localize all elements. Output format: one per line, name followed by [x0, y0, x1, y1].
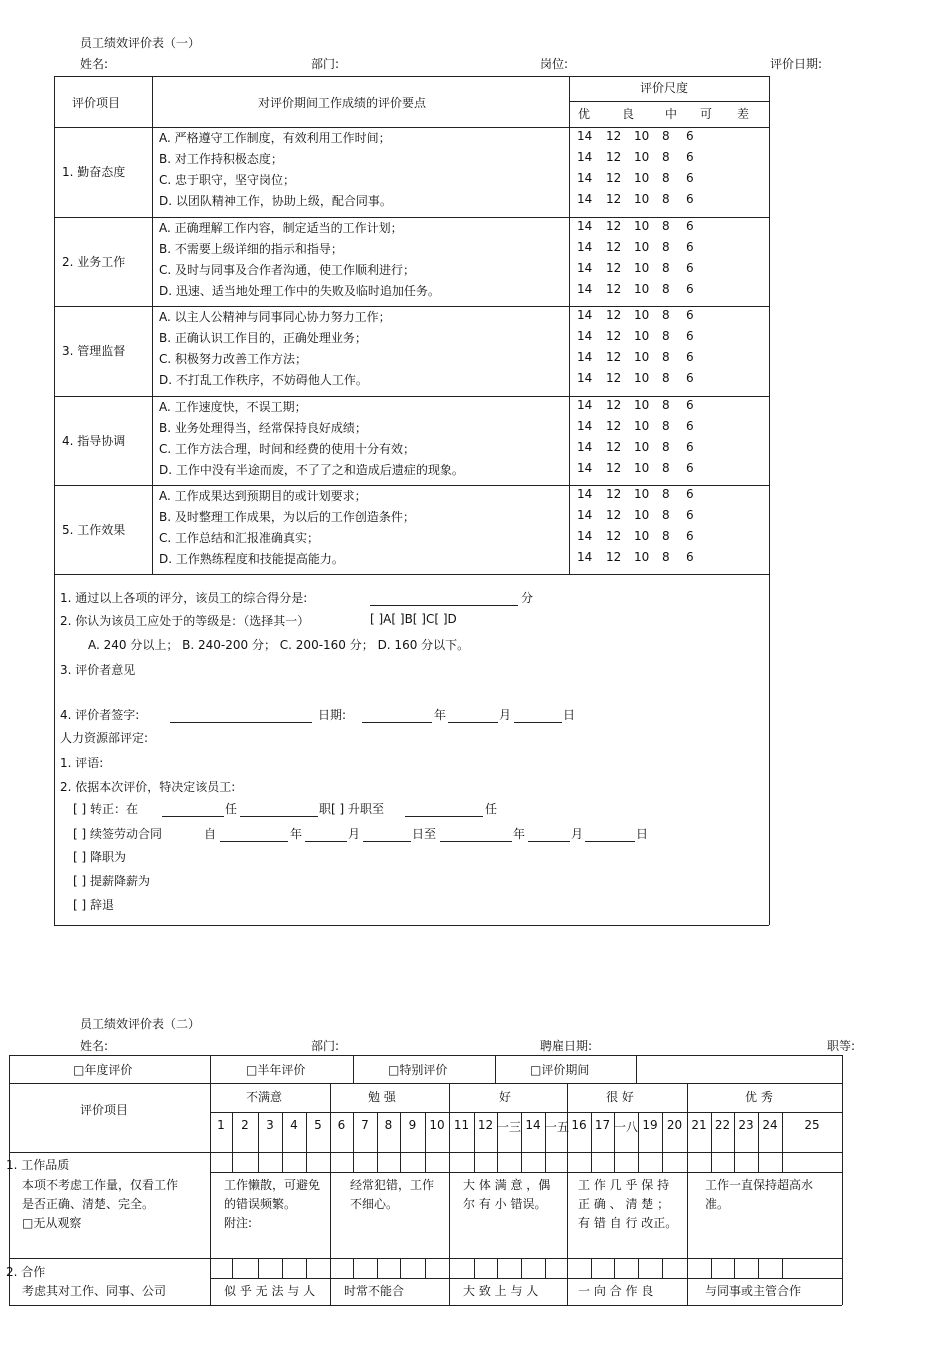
criterion-text: A. 以主人公精神与同事同心协力努力工作； [159, 310, 391, 324]
score-number: 14 [525, 1118, 541, 1132]
score-cell[interactable] [545, 1152, 567, 1172]
score-option[interactable]: 6 [686, 129, 694, 143]
score-number: 1 [217, 1118, 225, 1132]
option-demote[interactable]: [ ] 降职为 [73, 850, 126, 864]
score-option[interactable]: 14 [577, 371, 593, 385]
blank[interactable] [528, 841, 570, 842]
score-cell[interactable] [758, 1152, 782, 1172]
score-option[interactable]: 14 [577, 529, 593, 543]
form2-name-label: 姓名: [80, 1039, 109, 1053]
score-option[interactable]: 8 [662, 440, 670, 454]
hr-comment: 1. 评语: [60, 756, 104, 770]
score-option[interactable]: 12 [606, 371, 622, 385]
grade-label: 中 [665, 107, 678, 121]
score-option[interactable]: 8 [662, 219, 670, 233]
score-option[interactable]: 6 [686, 461, 694, 475]
score-option[interactable]: 8 [662, 371, 670, 385]
text: 任 [485, 802, 498, 816]
level-label: 很 好 [606, 1090, 634, 1104]
score-option[interactable]: 10 [634, 371, 650, 385]
score-number: 25 [804, 1118, 820, 1132]
score-cell[interactable] [734, 1152, 758, 1172]
form1-col-item: 评价项目 [72, 96, 121, 110]
grade-options[interactable]: [ ]A[ ]B[ ]C[ ]D [370, 612, 457, 626]
date-label: 日期: [318, 708, 347, 722]
score-option[interactable]: 10 [634, 192, 650, 206]
score-number: 10 [429, 1118, 445, 1132]
score-option[interactable]: 6 [686, 282, 694, 296]
score-option[interactable]: 6 [686, 350, 694, 364]
score-cell[interactable] [449, 1258, 474, 1278]
score-option[interactable]: 6 [686, 240, 694, 254]
form2-rank-label: 职等: [827, 1039, 856, 1053]
grade-label: 差 [737, 107, 750, 121]
evaluator-opinion: 3. 评价者意见 [60, 663, 136, 677]
score-option[interactable]: 10 [634, 529, 650, 543]
criterion-text: C. 工作总结和汇报准确真实； [159, 531, 320, 545]
score-option[interactable]: 14 [577, 398, 593, 412]
score-number: 一五 [545, 1120, 570, 1134]
score-cell[interactable] [662, 1258, 687, 1278]
score-cell[interactable] [353, 1258, 377, 1278]
score-cell[interactable] [232, 1152, 258, 1172]
score-cell[interactable] [400, 1152, 425, 1172]
form2-title: 员工绩效评价表（二） [80, 1017, 201, 1031]
score-option[interactable]: 12 [606, 529, 622, 543]
score-option[interactable]: 12 [606, 398, 622, 412]
score-option[interactable]: 12 [606, 329, 622, 343]
score-cell[interactable] [282, 1258, 306, 1278]
criterion-text: A. 正确理解工作内容，制定适当的工作计划； [159, 221, 403, 235]
criterion-text: B. 正确认识工作目的，正确处理业务； [159, 331, 367, 345]
score-option[interactable]: 6 [686, 261, 694, 275]
quality-cell-5: 工作一直保持超高水准。 [705, 1178, 814, 1211]
grade-label: 良 [622, 107, 635, 121]
score-cell[interactable] [567, 1258, 591, 1278]
score-option[interactable]: 6 [686, 219, 694, 233]
score-number: 9 [408, 1118, 417, 1132]
signature-blank[interactable] [170, 722, 312, 723]
year-label: 年 [434, 708, 447, 722]
blank[interactable] [305, 841, 347, 842]
score-option[interactable]: 14 [577, 329, 593, 343]
score-option[interactable]: 10 [634, 398, 650, 412]
criterion-text: D. 迅速、适当地处理工作中的失败及临时追加任务。 [159, 284, 440, 298]
form1-title: 员工绩效评价表（一） [80, 36, 201, 50]
criterion-text: A. 工作成果达到预期目的或计划要求； [159, 489, 367, 503]
score-number: 20 [666, 1118, 683, 1132]
score-cell[interactable] [449, 1152, 474, 1172]
score-number: 24 [762, 1118, 778, 1132]
criterion-text: D. 工作熟练程度和技能提高能力。 [159, 552, 344, 566]
no-observation-checkbox[interactable]: □无从观察 [22, 1216, 82, 1230]
score-option[interactable]: 10 [634, 419, 650, 433]
score-cell[interactable] [591, 1258, 614, 1278]
quality-cell-3: 大 体 满 意 ，偶 尔 有 小 错误。 [463, 1178, 551, 1211]
score-cell[interactable] [330, 1258, 353, 1278]
form1-name-label: 姓名: [80, 57, 109, 71]
score-option[interactable]: 12 [606, 508, 622, 522]
level-label: 不满意 [246, 1090, 283, 1104]
section-label: 5. 工作效果 [62, 523, 126, 537]
score-cell[interactable] [638, 1258, 662, 1278]
score-question: 1. 通过以上各项的评分，该员工的综合得分是: [60, 591, 308, 605]
score-cell[interactable] [734, 1258, 758, 1278]
score-option[interactable]: 14 [577, 282, 593, 296]
cooperation-cell-2: 时常不能合 [344, 1284, 405, 1298]
score-option[interactable]: 10 [634, 461, 650, 475]
blank[interactable] [585, 841, 635, 842]
score-option[interactable]: 14 [577, 129, 593, 143]
criterion-text: A. 工作速度快，不误工期； [159, 400, 307, 414]
score-number: 6 [337, 1118, 346, 1132]
score-option[interactable]: 12 [606, 219, 622, 233]
score-option[interactable]: 8 [662, 261, 670, 275]
score-option[interactable]: 10 [634, 487, 650, 501]
score-number: 5 [314, 1118, 322, 1132]
score-option[interactable]: 10 [634, 282, 650, 296]
score-option[interactable]: 8 [662, 550, 670, 564]
grade-question: 2. 你认为该员工应处于的等级是：（选择其一） [60, 614, 310, 628]
level-label: 优 秀 [745, 1090, 773, 1104]
score-cell[interactable] [330, 1152, 353, 1172]
criterion-text: C. 积极努力改善工作方法； [159, 352, 308, 366]
score-option[interactable]: 12 [606, 419, 622, 433]
score-option[interactable]: 8 [662, 461, 670, 475]
option-renew[interactable]: [ ] 续签劳动合同 [73, 827, 162, 841]
score-cell[interactable] [711, 1152, 734, 1172]
quality-note: 附注: [224, 1216, 253, 1230]
score-option[interactable]: 12 [606, 282, 622, 296]
section-label: 2. 业务工作 [62, 255, 126, 269]
score-number: 7 [361, 1118, 369, 1132]
score-cell[interactable] [614, 1152, 638, 1172]
score-option[interactable]: 14 [577, 308, 593, 322]
row-desc-quality: 本项不考虑工作量，仅看工作是否正确、清楚、完全。 [22, 1178, 179, 1211]
score-option[interactable]: 12 [606, 192, 622, 206]
score-option[interactable]: 14 [577, 171, 593, 185]
row-title-quality: 1. 工作品质 [6, 1158, 70, 1172]
score-option[interactable]: 6 [686, 192, 694, 206]
score-option[interactable]: 14 [577, 508, 593, 522]
score-cell[interactable] [306, 1152, 330, 1172]
score-cell[interactable] [782, 1152, 842, 1172]
score-number: 一三 [497, 1120, 522, 1134]
blank[interactable] [405, 816, 483, 817]
score-cell[interactable] [782, 1258, 842, 1278]
form2-hire-label: 聘雇日期: [540, 1039, 593, 1053]
cooperation-cell-1: 似 乎 无 法 与 人 [224, 1284, 316, 1298]
level-label: 勉 强 [368, 1090, 396, 1104]
score-option[interactable]: 10 [634, 308, 650, 322]
score-option[interactable]: 10 [634, 508, 650, 522]
text: 日 [636, 827, 649, 841]
score-cell[interactable] [232, 1258, 258, 1278]
text: 月 [571, 827, 584, 841]
text: 任 [225, 802, 238, 816]
score-option[interactable]: 6 [686, 550, 694, 564]
score-option[interactable]: 10 [634, 350, 650, 364]
score-number: 22 [714, 1118, 731, 1132]
score-number: 16 [571, 1118, 587, 1132]
score-option[interactable]: 8 [662, 508, 670, 522]
blank[interactable] [440, 841, 512, 842]
score-option[interactable]: 6 [686, 419, 694, 433]
score-number: 3 [266, 1118, 274, 1132]
score-cell[interactable] [425, 1258, 449, 1278]
row-title-cooperation: 2. 合作 [6, 1265, 46, 1279]
score-cell[interactable] [591, 1152, 614, 1172]
score-option[interactable]: 8 [662, 529, 670, 543]
blank[interactable] [240, 816, 318, 817]
type-half-year[interactable]: □半年评价 [246, 1063, 306, 1077]
score-option[interactable]: 12 [606, 129, 622, 143]
score-number: 19 [642, 1118, 658, 1132]
score-option[interactable]: 6 [686, 371, 694, 385]
score-cell[interactable] [258, 1258, 282, 1278]
evaluator-signature-label: 4. 评价者签字: [60, 708, 140, 722]
grade-ranges: A. 240 分以上； B. 240-200 分； C. 200-160 分； D. 160 分以下。 [88, 638, 470, 652]
option-dismiss[interactable]: [ ] 辞退 [73, 898, 114, 912]
score-option[interactable]: 8 [662, 240, 670, 254]
hr-decision: 2. 依据本次评价，特决定该员工: [60, 780, 236, 794]
score-cell[interactable] [521, 1152, 545, 1172]
section-label: 4. 指导协调 [62, 434, 126, 448]
score-option[interactable]: 8 [662, 487, 670, 501]
score-option[interactable]: 12 [606, 461, 622, 475]
grade-label: 可 [700, 107, 713, 121]
score-option[interactable]: 14 [577, 461, 593, 475]
score-option[interactable]: 12 [606, 308, 622, 322]
criterion-text: B. 不需要上级详细的指示和指导； [159, 242, 343, 256]
year-blank[interactable] [362, 722, 432, 723]
score-option[interactable]: 14 [577, 261, 593, 275]
form1-dept-label: 部门: [311, 57, 340, 71]
score-option[interactable]: 12 [606, 150, 622, 164]
score-cell[interactable] [521, 1258, 545, 1278]
score-option[interactable]: 10 [634, 440, 650, 454]
score-option[interactable]: 8 [662, 171, 670, 185]
score-cell[interactable] [614, 1258, 638, 1278]
score-option[interactable]: 8 [662, 192, 670, 206]
score-option[interactable]: 6 [686, 329, 694, 343]
score-option[interactable]: 12 [606, 440, 622, 454]
score-number: 12 [477, 1118, 494, 1132]
score-option[interactable]: 6 [686, 529, 694, 543]
score-cell[interactable] [497, 1258, 521, 1278]
score-option[interactable]: 8 [662, 129, 670, 143]
score-cell[interactable] [258, 1152, 282, 1172]
score-option[interactable]: 14 [577, 419, 593, 433]
blank[interactable] [162, 816, 224, 817]
score-option[interactable]: 6 [686, 398, 694, 412]
text: 自 [204, 827, 217, 841]
hr-label: 人力资源部评定: [60, 731, 149, 745]
score-option[interactable]: 8 [662, 350, 670, 364]
score-option[interactable]: 10 [634, 240, 650, 254]
option-promote[interactable]: 职[ ] 升职至 [319, 802, 384, 816]
criterion-text: B. 及时整理工作成果，为以后的工作创造条件； [159, 510, 415, 524]
month-blank[interactable] [448, 722, 498, 723]
score-option[interactable]: 10 [634, 150, 650, 164]
score-cell[interactable] [282, 1152, 306, 1172]
score-number: 11 [453, 1118, 470, 1132]
criterion-text: D. 不打乱工作秩序，不妨碍他人工作。 [159, 373, 368, 387]
score-cell[interactable] [474, 1258, 497, 1278]
score-cell[interactable] [377, 1258, 400, 1278]
criterion-text: B. 对工作持积极态度； [159, 152, 283, 166]
criterion-text: B. 业务处理得当，经常保持良好成绩； [159, 421, 367, 435]
form2-col-item: 评价项目 [80, 1103, 129, 1117]
criterion-text: C. 工作方法合理，时间和经费的使用十分有效； [159, 442, 416, 456]
score-cell[interactable] [497, 1152, 521, 1172]
score-option[interactable]: 6 [686, 171, 694, 185]
score-cell[interactable] [687, 1152, 711, 1172]
form1-col-scale: 评价尺度 [640, 81, 689, 95]
score-option[interactable]: 6 [686, 150, 694, 164]
score-number: 2 [241, 1118, 249, 1132]
text: 年 [513, 827, 526, 841]
score-number: 17 [594, 1118, 611, 1132]
score-cell[interactable] [377, 1152, 400, 1172]
blank[interactable] [363, 841, 411, 842]
score-cell[interactable] [353, 1152, 377, 1172]
score-option[interactable]: 8 [662, 419, 670, 433]
score-option[interactable]: 6 [686, 440, 694, 454]
score-option[interactable]: 8 [662, 282, 670, 296]
score-option[interactable]: 12 [606, 171, 622, 185]
score-number: 4 [290, 1118, 298, 1132]
score-unit: 分 [521, 591, 534, 605]
score-cell[interactable] [567, 1152, 591, 1172]
criterion-text: A. 严格遵守工作制度，有效利用工作时间； [159, 131, 391, 145]
score-cell[interactable] [662, 1152, 687, 1172]
text: 月 [348, 827, 361, 841]
score-option[interactable]: 10 [634, 329, 650, 343]
score-option[interactable]: 12 [606, 261, 622, 275]
score-option[interactable]: 14 [577, 240, 593, 254]
score-option[interactable]: 8 [662, 329, 670, 343]
cooperation-cell-5: 与同事或主管合作 [705, 1284, 802, 1298]
score-cell[interactable] [687, 1258, 711, 1278]
score-cell[interactable] [758, 1258, 782, 1278]
criterion-text: D. 工作中没有半途而废，不了了之和造成后遗症的现象。 [159, 463, 464, 477]
score-cell[interactable] [474, 1152, 497, 1172]
score-number: 21 [691, 1118, 707, 1132]
cooperation-cell-3: 大 致 上 与 人 [463, 1284, 539, 1298]
level-label: 好 [499, 1090, 512, 1104]
quality-cell-4: 工 作 几 乎 保 持正 确 、 清 楚 ；有 错 自 行 改正。 [578, 1178, 678, 1230]
score-cell[interactable] [210, 1258, 232, 1278]
text: 日至 [412, 827, 437, 841]
score-option[interactable]: 10 [634, 550, 650, 564]
score-option[interactable]: 10 [634, 219, 650, 233]
score-option[interactable]: 8 [662, 308, 670, 322]
score-number: 23 [738, 1118, 754, 1132]
section-label: 3. 管理监督 [62, 344, 126, 358]
score-number: 8 [384, 1118, 393, 1132]
form1-date-label: 评价日期: [770, 57, 823, 71]
section-label: 1. 勤奋态度 [62, 165, 126, 179]
score-option[interactable]: 6 [686, 308, 694, 322]
score-option[interactable]: 6 [686, 508, 694, 522]
score-option[interactable]: 12 [606, 350, 622, 364]
day-label: 日 [563, 708, 576, 722]
grade-label: 优 [578, 107, 591, 121]
score-option[interactable]: 14 [577, 192, 593, 206]
score-option[interactable]: 8 [662, 150, 670, 164]
type-special[interactable]: □特别评价 [388, 1063, 448, 1077]
quality-cell-1: 工作懒散，可避免的错误频繁。 [224, 1178, 321, 1211]
cooperation-cell-4: 一 向 合 作 良 [578, 1284, 654, 1298]
score-option[interactable]: 14 [577, 219, 593, 233]
score-cell[interactable] [425, 1152, 449, 1172]
score-cell[interactable] [400, 1258, 425, 1278]
criterion-text: D. 以团队精神工作，协助上级，配合同事。 [159, 194, 392, 208]
score-option[interactable]: 10 [634, 129, 650, 143]
day-blank[interactable] [514, 722, 562, 723]
option-salary[interactable]: [ ] 提薪降薪为 [73, 874, 150, 888]
score-option[interactable]: 14 [577, 440, 593, 454]
score-option[interactable]: 10 [634, 261, 650, 275]
quality-cell-2: 经常犯错，工作不细心。 [350, 1178, 435, 1211]
type-period[interactable]: □评价期间 [530, 1063, 590, 1077]
score-option[interactable]: 12 [606, 240, 622, 254]
score-option[interactable]: 12 [606, 550, 622, 564]
text: 年 [290, 827, 303, 841]
form1-post-label: 岗位: [540, 57, 569, 71]
option-confirm[interactable]: [ ] 转正：在 [73, 802, 138, 816]
criterion-text: C. 及时与同事及合作者沟通，使工作顺利进行； [159, 263, 416, 277]
score-cell[interactable] [711, 1258, 734, 1278]
score-option[interactable]: 14 [577, 150, 593, 164]
row-desc-cooperation: 考虑其对工作、同事、公司 [22, 1284, 167, 1298]
score-cell[interactable] [638, 1152, 662, 1172]
score-option[interactable]: 14 [577, 550, 593, 564]
score-option[interactable]: 8 [662, 398, 670, 412]
score-cell[interactable] [545, 1258, 567, 1278]
type-annual[interactable]: □年度评价 [73, 1063, 133, 1077]
score-cell[interactable] [210, 1152, 232, 1172]
score-cell[interactable] [306, 1258, 330, 1278]
score-option[interactable]: 6 [686, 487, 694, 501]
criterion-text: C. 忠于职守，坚守岗位； [159, 173, 296, 187]
score-option[interactable]: 14 [577, 487, 593, 501]
score-blank[interactable] [370, 605, 518, 606]
form2-dept-label: 部门: [311, 1039, 340, 1053]
form1-col-points: 对评价期间工作成绩的评价要点 [258, 96, 427, 110]
score-option[interactable]: 12 [606, 487, 622, 501]
score-option[interactable]: 10 [634, 171, 650, 185]
month-label: 月 [499, 708, 512, 722]
score-number: 一八 [614, 1120, 639, 1134]
blank[interactable] [220, 841, 288, 842]
score-option[interactable]: 14 [577, 350, 593, 364]
